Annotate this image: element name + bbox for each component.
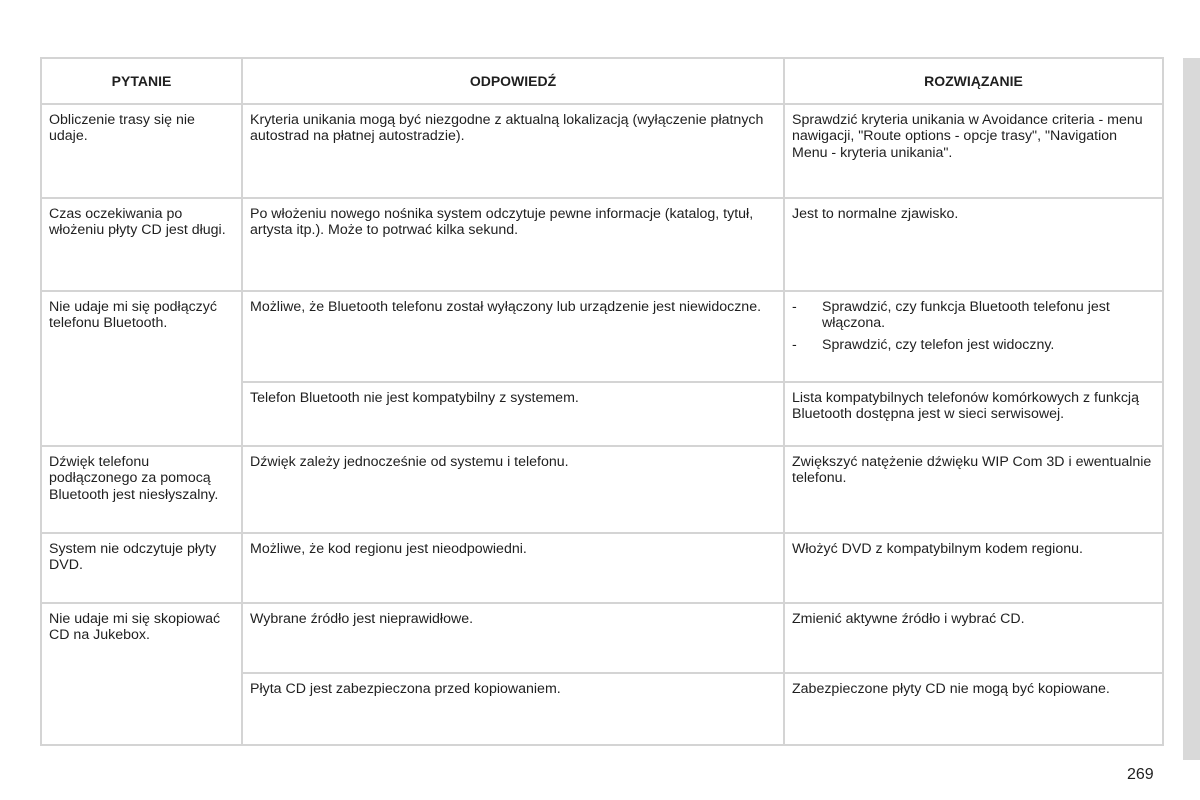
dash-bullet: - — [792, 336, 797, 353]
question-cell: System nie odczytuje płyty DVD. — [41, 533, 242, 603]
answer-cell: Dźwięk zależy jednocześnie od systemu i telefonu. — [242, 446, 784, 533]
solution-list — [792, 299, 1156, 353]
solution-cell: Włożyć DVD z kompatybilnym kodem regionu. — [784, 533, 1163, 603]
answer-cell: Wybrane źródło jest nieprawidłowe. — [242, 603, 784, 673]
answer-cell: Możliwe, że Bluetooth telefonu został wyłączony lub urządzenie jest niewidoczne. — [242, 291, 784, 382]
solution-list-text: Sprawdzić, czy telefon jest widoczny. — [822, 336, 1055, 353]
table-row — [41, 446, 1163, 533]
solution-cell: Zwiększyć natężenie dźwięku WIP Com 3D i ewentualnie telefonu. — [784, 446, 1163, 533]
header-row — [41, 58, 1163, 104]
question-cell: Obliczenie trasy się nie udaje. — [41, 104, 242, 198]
question-cell: Nie udaje mi się podłączyć telefonu Bluetooth. — [41, 291, 242, 446]
solution-cell: Sprawdzić kryteria unikania w Avoidance criteria - menu nawigacji, "Route options - opcje trasy", "Navigation Menu - kryteria unikania". — [784, 104, 1163, 198]
header-solution: ROZWIĄZANIE — [784, 58, 1163, 104]
solution-list-text: Sprawdzić, czy funkcja Bluetooth telefonu jest włączona. — [822, 299, 1110, 332]
solution-cell: Zmienić aktywne źródło i wybrać CD. — [784, 603, 1163, 673]
solution-cell: Lista kompatybilnych telefonów komórkowych z funkcją Bluetooth dostępna jest w sieci serwisowej. — [784, 382, 1163, 446]
header-answer: ODPOWIEDŹ — [242, 58, 784, 104]
table-row — [41, 198, 1163, 291]
header-question: PYTANIE — [41, 58, 242, 104]
page-number: 269 — [1127, 766, 1154, 783]
table-row — [41, 603, 1163, 673]
question-cell: Dźwięk telefonu podłączonego za pomocą Bluetooth jest niesłyszalny. — [41, 446, 242, 533]
solution-list-item — [792, 299, 1156, 332]
table-row — [41, 104, 1163, 198]
answer-cell: Kryteria unikania mogą być niezgodne z aktualną lokalizacją (wyłączenie płatnych autostrad na płatnej autostradzie). — [242, 104, 784, 198]
table-row — [41, 291, 1163, 382]
question-cell: Nie udaje mi się skopiować CD na Jukebox. — [41, 603, 242, 745]
answer-cell: Możliwe, że kod regionu jest nieodpowiedni. — [242, 533, 784, 603]
solution-list-item — [792, 337, 1156, 353]
answer-cell: Płyta CD jest zabezpieczona przed kopiowaniem. — [242, 673, 784, 745]
side-thumb-tab — [1183, 58, 1200, 760]
solution-cell: Zabezpieczone płyty CD nie mogą być kopiowane. — [784, 673, 1163, 745]
solution-cell: Jest to normalne zjawisko. — [784, 198, 1163, 291]
answer-cell: Telefon Bluetooth nie jest kompatybilny z systemem. — [242, 382, 784, 446]
table-row — [41, 533, 1163, 603]
solution-cell — [784, 291, 1163, 382]
question-cell: Czas oczekiwania po włożeniu płyty CD jest długi. — [41, 198, 242, 291]
answer-cell: Po włożeniu nowego nośnika system odczytuje pewne informacje (katalog, tytuł, artysta itp.). Może to potrwać kilka sekund. — [242, 198, 784, 291]
dash-bullet: - — [792, 299, 797, 315]
faq-table — [40, 57, 1164, 746]
